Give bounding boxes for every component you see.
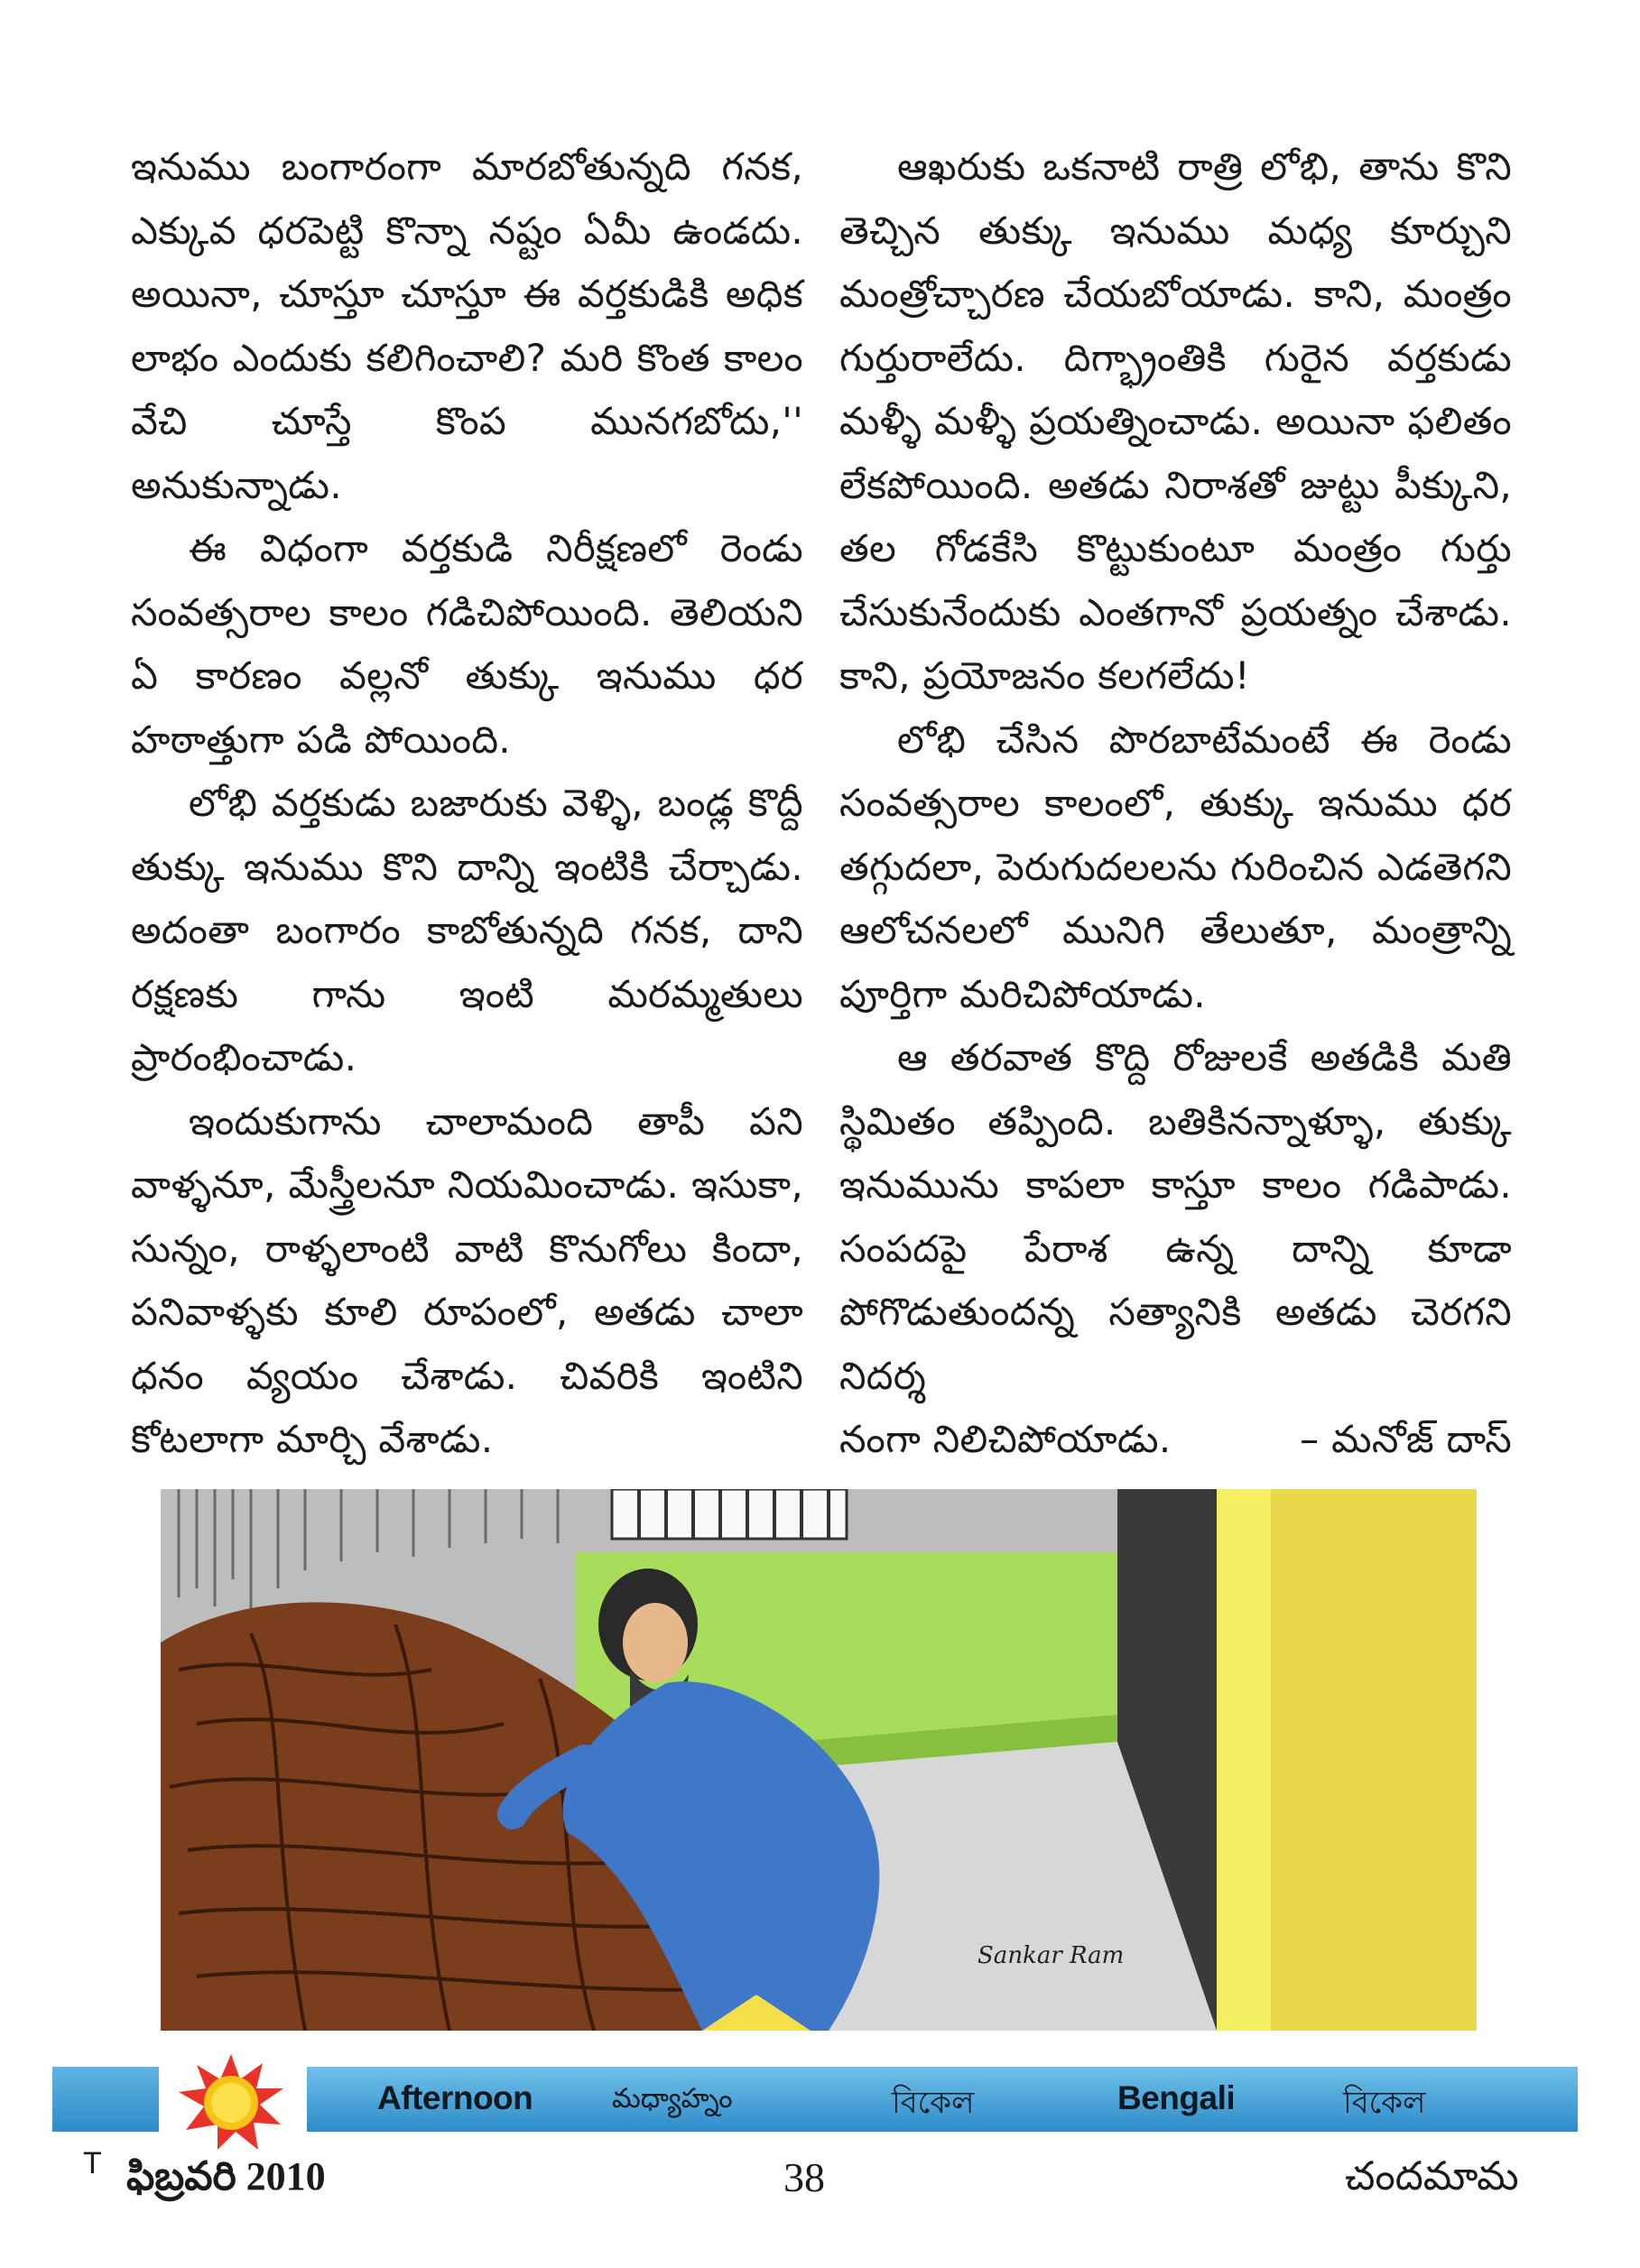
magazine-name: చందమామ bbox=[1345, 2153, 1519, 2199]
article-column-left bbox=[131, 135, 803, 1472]
footer-mark: T bbox=[83, 2146, 102, 2180]
language-strip bbox=[52, 2067, 1578, 2132]
paragraph: లోభి చేసిన పొరబాటేమంటే ఈ రెండు సంవత్సరాల కాలంలో, తుక్కు ఇనుము ధర తగ్గుదలా, పెరుగుదలలను గురించిన ఎడతెగని ఆలోచనలలో మునిగి తేలుతూ, మంత్రాన్ని పూర్తిగా మరిచిపోయాడు. bbox=[839, 717, 1512, 1016]
artist-signature: Sankar Ram bbox=[978, 1942, 1125, 1969]
sun-icon bbox=[177, 2052, 285, 2152]
paragraph: ఆఖరుకు ఒకనాటి రాత్రి లోభి, తాను కొని తెచ్చిన తుక్కు ఇనుము మధ్య కూర్చుని మంత్రోచ్చారణ చేయబోయాడు. కాని, మంత్రం గుర్తురాలేదు. దిగ్భ్రాంతికి గురైన వర్తకుడు మళ్ళీ మళ్ళీ ప్రయత్నించాడు. అయినా ఫలితం లేకపోయింది. అతడు నిరాశతో జుట్టు పీక్కుని, తల గోడకేసి కొట్టుకుంటూ మంత్రం గుర్తు చేసుకునేందుకు ఎంతగానో ప్రయత్నం చేశాడు. కాని, ప్రయోజనం కలగలేదు! bbox=[839, 144, 1512, 698]
story-illustration bbox=[161, 1489, 1477, 2031]
word-bengali-script: বিকেল bbox=[892, 2086, 975, 2120]
paragraph: ఈ విధంగా వర్తకుడి నిరీక్షణలో రెండు సంవత్సరాల కాలం గడిచిపోయింది. తెలియని ఏ కారణం వల్లనో తుక్కు ఇనుము ధర హఠాత్తుగా పడి పోయింది. bbox=[131, 526, 803, 762]
paragraph: ఇందుకుగాను చాలామంది తాపీ పని వాళ్ళనూ, మేస్త్రీలనూ నియమించాడు. ఇసుకా, సున్నం, రాళ్ళలాంటి వాటి కొనుగోలు కిందా, పనివాళ్ళకు కూలి రూపంలో, అతడు చాలా ధనం వ్యయం చేశాడు. చివరికి ఇంటిని కోటలాగా మార్చి వేశాడు. bbox=[131, 1098, 803, 1461]
page-number: 38 bbox=[783, 2154, 825, 2200]
word-afternoon: Afternoon bbox=[377, 2079, 533, 2116]
closing-text: నంగా నిలిచిపోయాడు. bbox=[839, 1417, 1172, 1461]
strip-left-bar bbox=[52, 2067, 159, 2132]
paragraph: ఇనుము బంగారంగా మారబోతున్నది గనక, ఎక్కువ ధరపెట్టి కొన్నా నష్టం ఏమీ ఉండదు. అయినా, చూస్తూ చూస్తూ ఈ వర్తకుడికి అధిక లాభం ఎందుకు కలిగించాలి? మరి కొంత కాలం వేచి చూస్తే కొంప మునగబోదు,'' అనుకున్నాడు. bbox=[131, 144, 803, 507]
author-credit: – మనోజ్ దాస్ bbox=[1300, 1417, 1512, 1461]
article-column-right bbox=[839, 135, 1512, 1472]
paragraph: ఆ తరవాత కొద్ది రోజులకే అతడికి మతి స్థిమితం తప్పింది. బతికినన్నాళ్ళూ, తుక్కు ఇనుమును కాపలా కాస్తూ కాలం గడిపాడు. సంపదపై పేరాశ ఉన్న దాన్ని కూడా పోగొడుతుందన్న సత్యానికి అతడు చెరగని నిదర్శ bbox=[839, 1035, 1512, 1398]
closing-line bbox=[839, 1408, 1512, 1472]
paragraph: లోభి వర్తకుడు బజారుకు వెళ్ళి, బండ్ల కొద్దీ తుక్కు ఇనుము కొని దాన్ని ఇంటికి చేర్చాడు. అదంతా బంగారం కాబోతున్నది గనక, దాని రక్షణకు గాను ఇంటి మరమ్మతులు ప్రారంభించాడు. bbox=[131, 781, 803, 1079]
word-bengali-script-2: বিকেল bbox=[1343, 2086, 1426, 2120]
word-telugu: మధ్యాహ్నం bbox=[612, 2083, 733, 2115]
word-bengali: Bengali bbox=[1117, 2079, 1236, 2116]
footer-date: ఫిబ్రవరి 2010 bbox=[126, 2154, 326, 2199]
